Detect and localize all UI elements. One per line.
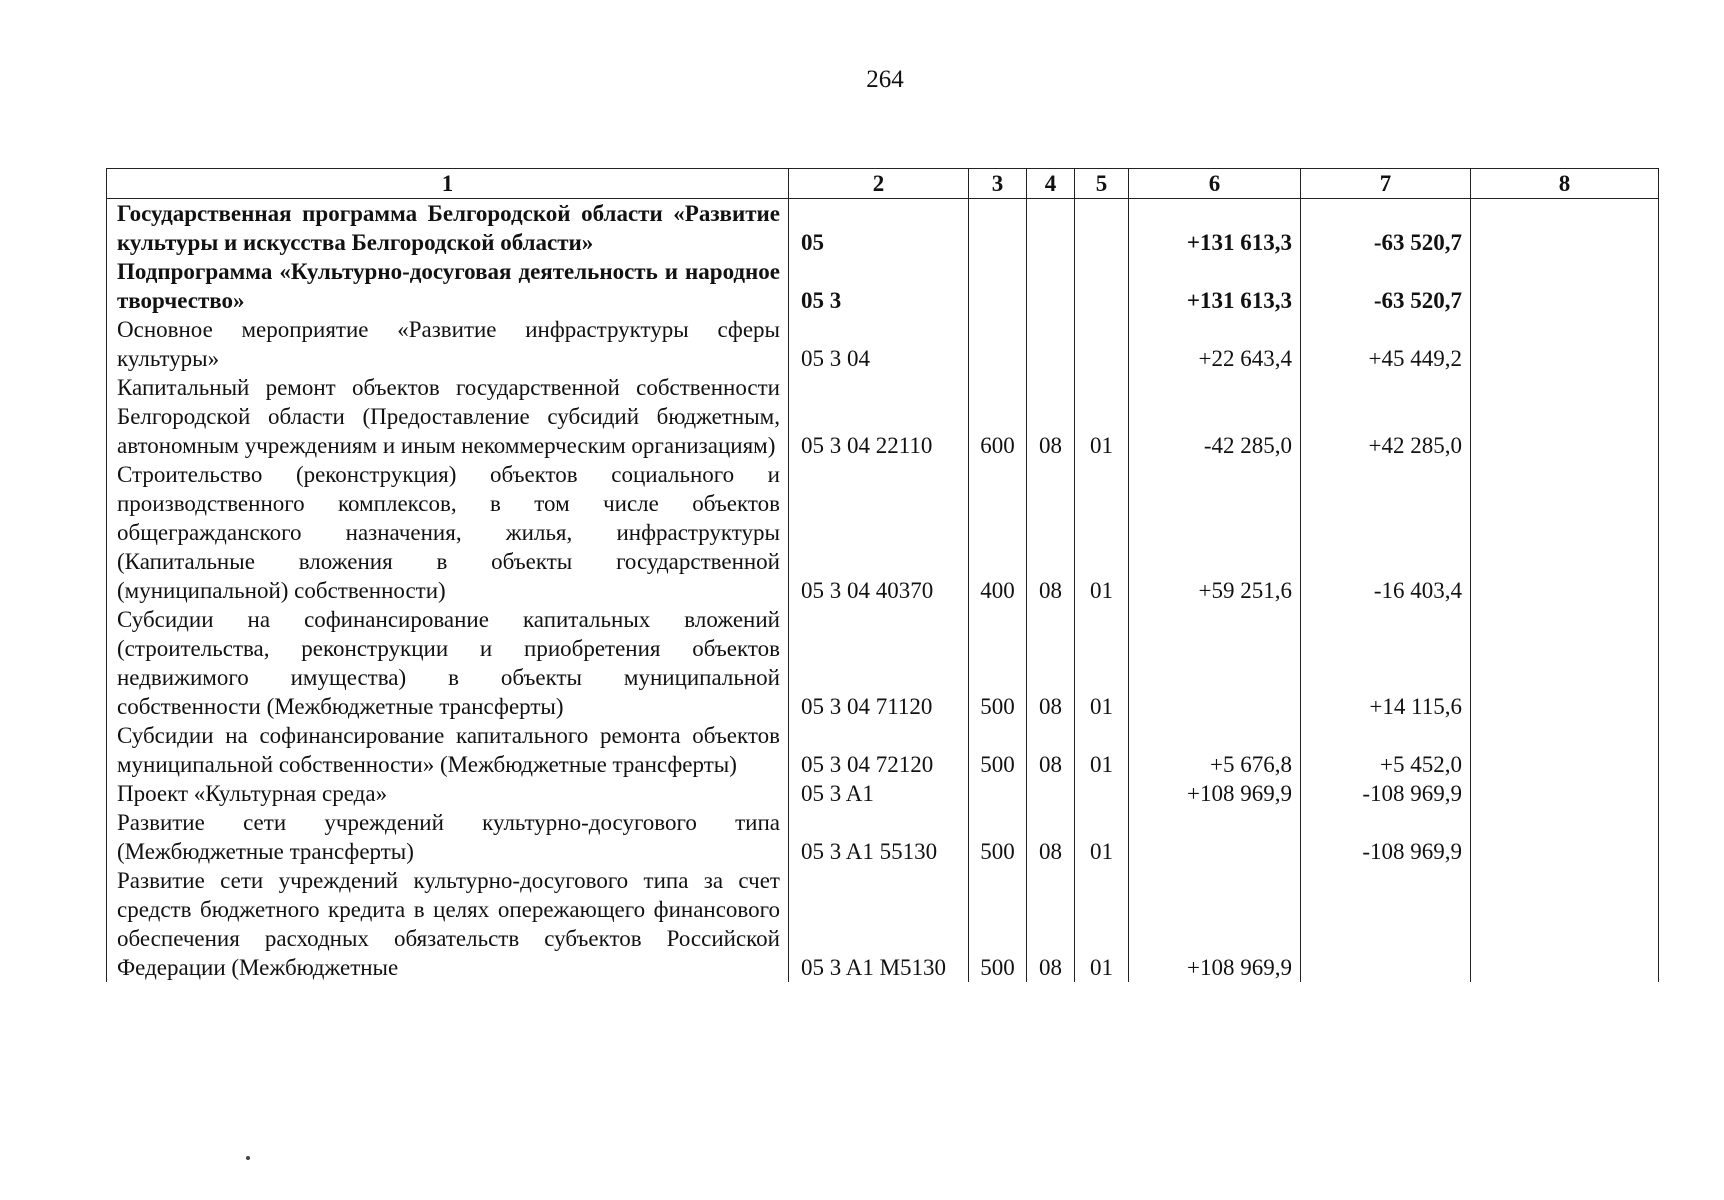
row-value-col8 — [1471, 257, 1659, 315]
row-name: Развитие сети учреждений культурно-досугового типа (Межбюджетные трансферты) — [107, 808, 789, 866]
row-code: 05 3 04 72120 — [789, 721, 969, 779]
row-subsection — [1075, 257, 1129, 315]
row-code: 05 3 04 40370 — [789, 460, 969, 605]
row-code: 05 3 A1 M5130 — [789, 866, 969, 982]
row-code: 05 3 A1 55130 — [789, 808, 969, 866]
row-name: Капитальный ремонт объектов государственной собственности Белгородской области (Предоставление субсидий бюджетным, автономным учреждениям и иным некоммерческим организациям) — [107, 373, 789, 460]
table-row — [107, 257, 1659, 315]
row-name: Государственная программа Белгородской области «Развитие культуры и искусства Белгородской области» — [107, 199, 789, 258]
table-row — [107, 808, 1659, 866]
row-value-col8 — [1471, 199, 1659, 258]
column-header: 1 — [107, 169, 789, 199]
table-row — [107, 373, 1659, 460]
budget-table — [106, 168, 1659, 982]
row-subsection: 01 — [1075, 866, 1129, 982]
row-value-col7: +14 115,6 — [1301, 605, 1471, 721]
row-name: Основное мероприятие «Развитие инфраструктуры сферы культуры» — [107, 315, 789, 373]
row-value-col8 — [1471, 315, 1659, 373]
table-row — [107, 721, 1659, 779]
row-expense-type: 400 — [969, 460, 1027, 605]
column-header: 6 — [1129, 169, 1301, 199]
row-value-col7 — [1301, 866, 1471, 982]
row-value-col7: +45 449,2 — [1301, 315, 1471, 373]
column-header: 8 — [1471, 169, 1659, 199]
table-row — [107, 460, 1659, 605]
row-value-col6 — [1129, 808, 1301, 866]
row-value-col7: -63 520,7 — [1301, 199, 1471, 258]
table-row — [107, 605, 1659, 721]
row-value-col8 — [1471, 779, 1659, 808]
table-body — [107, 199, 1659, 983]
row-section — [1027, 257, 1075, 315]
row-value-col6: +5 676,8 — [1129, 721, 1301, 779]
row-section: 08 — [1027, 605, 1075, 721]
row-value-col8 — [1471, 721, 1659, 779]
row-value-col6: +22 643,4 — [1129, 315, 1301, 373]
row-subsection: 01 — [1075, 373, 1129, 460]
row-section — [1027, 199, 1075, 258]
column-header: 4 — [1027, 169, 1075, 199]
row-value-col7: -108 969,9 — [1301, 779, 1471, 808]
row-subsection — [1075, 779, 1129, 808]
table-row — [107, 199, 1659, 258]
column-header: 7 — [1301, 169, 1471, 199]
row-section: 08 — [1027, 866, 1075, 982]
header-row — [107, 169, 1659, 199]
row-expense-type: 500 — [969, 605, 1027, 721]
row-name: Строительство (реконструкция) объектов социального и производственного комплексов, в том числе объектов общегражданского назначения, жилья, инфраструктуры (Капитальные вложения в объекты государственной (муниципальной) собственности) — [107, 460, 789, 605]
table-row — [107, 866, 1659, 982]
row-value-col6: +131 613,3 — [1129, 257, 1301, 315]
row-subsection: 01 — [1075, 460, 1129, 605]
row-code: 05 3 04 — [789, 315, 969, 373]
row-expense-type: 500 — [969, 808, 1027, 866]
row-value-col6: +131 613,3 — [1129, 199, 1301, 258]
row-value-col6: -42 285,0 — [1129, 373, 1301, 460]
row-section: 08 — [1027, 460, 1075, 605]
row-subsection — [1075, 315, 1129, 373]
row-section — [1027, 315, 1075, 373]
row-name: Проект «Культурная среда» — [107, 779, 789, 808]
row-code: 05 3 A1 — [789, 779, 969, 808]
row-code: 05 3 04 22110 — [789, 373, 969, 460]
row-section: 08 — [1027, 808, 1075, 866]
column-header: 5 — [1075, 169, 1129, 199]
row-code: 05 3 — [789, 257, 969, 315]
row-value-col8 — [1471, 373, 1659, 460]
row-expense-type — [969, 779, 1027, 808]
row-name: Подпрограмма «Культурно-досуговая деятельность и народное творчество» — [107, 257, 789, 315]
row-value-col6: +59 251,6 — [1129, 460, 1301, 605]
row-expense-type — [969, 199, 1027, 258]
row-subsection: 01 — [1075, 605, 1129, 721]
row-value-col7: -16 403,4 — [1301, 460, 1471, 605]
row-name: Развитие сети учреждений культурно-досугового типа за счет средств бюджетного кредита в целях опережающего финансового обеспечения расходных обязательств субъектов Российской Федерации (Межбюджетные — [107, 866, 789, 982]
row-value-col7: -108 969,9 — [1301, 808, 1471, 866]
page-number: 264 — [866, 66, 904, 93]
row-subsection: 01 — [1075, 721, 1129, 779]
row-subsection: 01 — [1075, 808, 1129, 866]
column-header: 3 — [969, 169, 1027, 199]
row-name: Субсидии на софинансирование капитальных вложений (строительства, реконструкции и приобретения объектов недвижимого имущества) в объекты муниципальной собственности (Межбюджетные трансферты) — [107, 605, 789, 721]
page-mark — [246, 1156, 250, 1160]
row-value-col8 — [1471, 605, 1659, 721]
row-expense-type — [969, 257, 1027, 315]
row-code: 05 — [789, 199, 969, 258]
row-value-col6: +108 969,9 — [1129, 779, 1301, 808]
row-section: 08 — [1027, 721, 1075, 779]
row-value-col7: +42 285,0 — [1301, 373, 1471, 460]
row-section — [1027, 779, 1075, 808]
row-value-col6: +108 969,9 — [1129, 866, 1301, 982]
row-value-col6 — [1129, 605, 1301, 721]
row-expense-type: 600 — [969, 373, 1027, 460]
row-value-col8 — [1471, 808, 1659, 866]
row-section: 08 — [1027, 373, 1075, 460]
row-value-col8 — [1471, 866, 1659, 982]
table-row — [107, 315, 1659, 373]
row-value-col8 — [1471, 460, 1659, 605]
row-value-col7: +5 452,0 — [1301, 721, 1471, 779]
row-name: Субсидии на софинансирование капитального ремонта объектов муниципальной собственности» (Межбюджетные трансферты) — [107, 721, 789, 779]
row-expense-type: 500 — [969, 866, 1027, 982]
row-expense-type: 500 — [969, 721, 1027, 779]
row-value-col7: -63 520,7 — [1301, 257, 1471, 315]
row-expense-type — [969, 315, 1027, 373]
row-code: 05 3 04 71120 — [789, 605, 969, 721]
row-subsection — [1075, 199, 1129, 258]
column-header: 2 — [789, 169, 969, 199]
table-row — [107, 779, 1659, 808]
